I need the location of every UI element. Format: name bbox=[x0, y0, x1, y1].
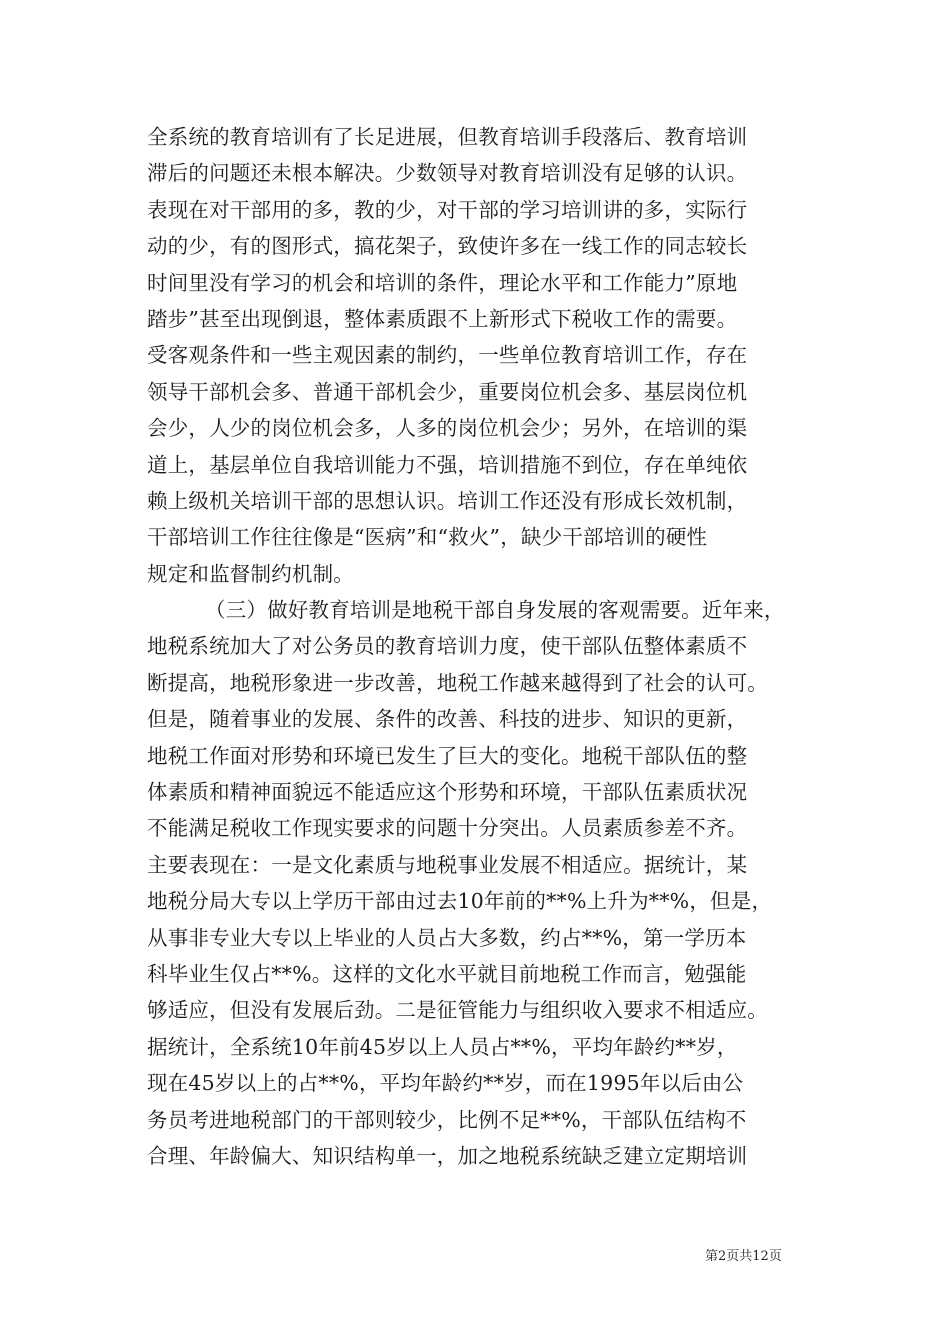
text-line: 合理、年龄偏大、知识结构单一，加之地税系统缺乏建立定期培训 bbox=[147, 1143, 748, 1168]
text-line: 领导干部机会多、普通干部机会少，重要岗位机会多、基层岗位机 bbox=[147, 379, 748, 404]
text-line: 主要表现在：一是文化素质与地税事业发展不相适应。据统计，某 bbox=[147, 852, 748, 877]
text-line: 从事非专业大专以上毕业的人员占大多数，约占**%，第一学历本 bbox=[147, 925, 747, 950]
text-line: 道上，基层单位自我培训能力不强，培训措施不到位，存在单纯依 bbox=[147, 452, 748, 477]
text-line: 表现在对干部用的多，教的少，对干部的学习培训讲的多，实际行 bbox=[147, 197, 748, 222]
text-line: 科毕业生仅占**%。这样的文化水平就目前地税工作而言，勉强能 bbox=[147, 961, 747, 986]
text-line: 不能满足税收工作现实要求的问题十分突出。人员素质参差不齐。 bbox=[147, 816, 748, 841]
text-line: 但是，随着事业的发展、条件的改善、科技的进步、知识的更新， bbox=[147, 707, 748, 732]
text-line: 受客观条件和一些主观因素的制约，一些单位教育培训工作，存在 bbox=[147, 343, 748, 368]
text-line: 据统计，全系统10年前45岁以上人员占**%，平均年龄约**岁， bbox=[147, 1034, 738, 1059]
text-line: 地税工作面对形势和环境已发生了巨大的变化。地税干部队伍的整 bbox=[147, 743, 748, 768]
text-line: 规定和监督制约机制。 bbox=[147, 561, 354, 586]
text-line: 会少，人少的岗位机会多，人多的岗位机会少；另外，在培训的渠 bbox=[147, 416, 748, 441]
text-line: 现在45岁以上的占**%，平均年龄约**岁，而在1995年以后由公 bbox=[147, 1071, 744, 1096]
text-line: 赖上级机关培训干部的思想认识。培训工作还没有形成长效机制， bbox=[147, 488, 748, 513]
text-line: 全系统的教育培训有了长足进展，但教育培训手段落后、教育培训 bbox=[147, 125, 748, 149]
text-line: 踏步”甚至出现倒退，整体素质跟不上新形式下税收工作的需要。 bbox=[147, 306, 738, 331]
text-line: 地税系统加大了对公务员的教育培训力度，使干部队伍整体素质不 bbox=[147, 634, 748, 659]
text-line: 时间里没有学习的机会和培训的条件，理论水平和工作能力”原地 bbox=[147, 270, 738, 295]
text-line: 滞后的问题还未根本解决。少数领导对教育培训没有足够的认识。 bbox=[147, 161, 748, 186]
text-line: 务员考进地税部门的干部则较少，比例不足**%，干部队伍结构不 bbox=[147, 1107, 747, 1132]
document-body bbox=[147, 119, 832, 1174]
text-line: 干部培训工作往往像是“医病”和“救火”，缺少干部培训的硬性 bbox=[147, 525, 708, 550]
text-line: 体素质和精神面貌远不能适应这个形势和环境，干部队伍素质状况 bbox=[147, 780, 748, 805]
text-line: 动的少，有的图形式，搞花架子，致使许多在一线工作的同志较长 bbox=[147, 234, 748, 259]
text-line: 断提高，地税形象进一步改善，地税工作越来越得到了社会的认可。 bbox=[147, 670, 768, 695]
text-line: 地税分局大专以上学历干部由过去10年前的**%上升为**%，但是， bbox=[147, 889, 773, 914]
page-number-footer: 第2页共12页 bbox=[705, 1249, 782, 1264]
text-line: （三）做好教育培训是地税干部自身发展的客观需要。近年来， bbox=[205, 598, 785, 623]
text-line: 够适应，但没有发展后劲。二是征管能力与组织收入要求不相适应。 bbox=[147, 998, 768, 1023]
